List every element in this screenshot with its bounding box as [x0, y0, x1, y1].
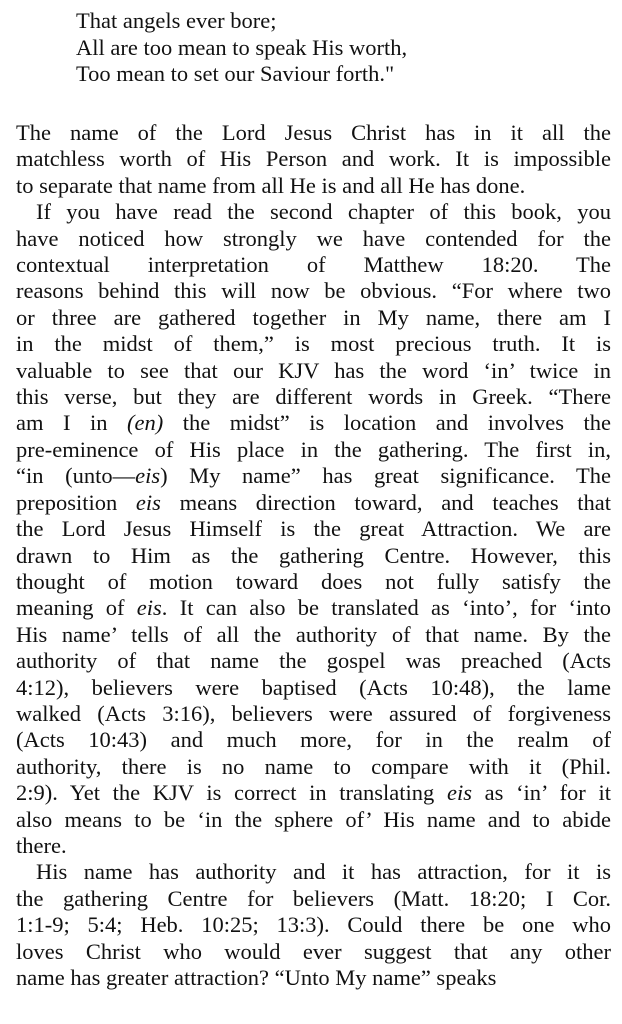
text-line: name has greater attraction? “Unto My name” speaks	[16, 965, 497, 990]
text-line: preposition eis means direction toward, and teaches that	[16, 489, 611, 515]
text-line: His name has authority and it has attraction, for it is	[36, 859, 611, 885]
poem-line: That angels ever bore;	[76, 8, 277, 33]
paragraph	[16, 199, 611, 859]
text-line: or three are gathered together in My name, there am I	[16, 304, 611, 330]
text-line: 2:9). Yet the KJV is correct in translating eis as ‘in’ for it	[16, 780, 611, 806]
text-line: this verse, but they are different words in Greek. “There	[16, 384, 611, 410]
body-text	[16, 120, 611, 991]
text-line: loves Christ who would ever suggest that any other	[16, 938, 611, 964]
paragraph	[16, 120, 611, 199]
text-line: am I in (en) the midst” is location and involves the	[16, 410, 611, 436]
text-line: pre-eminence of His place in the gathering. The first in,	[16, 436, 611, 462]
text-line: matchless worth of His Person and work. It is impossible	[16, 146, 611, 172]
text-line: the gathering Centre for believers (Matt. 18:20; I Cor.	[16, 885, 611, 911]
text-line: authority, there is no name to compare with it (Phil.	[16, 753, 611, 779]
text-line: there.	[16, 832, 67, 858]
text-line: 1:1-9; 5:4; Heb. 10:25; 13:3). Could there be one who	[16, 912, 611, 938]
text-line: also means to be ‘in the sphere of’ His name and to abide	[16, 806, 611, 832]
text-line: If you have read the second chapter of this book, you	[36, 199, 611, 225]
text-line: in the midst of them,” is most precious truth. It is	[16, 331, 611, 357]
text-line: the Lord Jesus Himself is the great Attraction. We are	[16, 516, 611, 542]
text-line: The name of the Lord Jesus Christ has in it all the	[16, 120, 611, 145]
text-line: have noticed how strongly we have contended for the	[16, 225, 611, 251]
text-line: valuable to see that our KJV has the word ‘in’ twice in	[16, 357, 611, 383]
text-line: walked (Acts 3:16), believers were assured of forgiveness	[16, 700, 611, 726]
text-line: “in (unto—eis) My name” has great significance. The	[16, 463, 612, 489]
paragraph	[16, 859, 611, 991]
text-line: drawn to Him as the gathering Centre. However, this	[16, 542, 611, 568]
text-line: thought of motion toward does not fully satisfy the	[16, 568, 611, 594]
text-line: contextual interpretation of Matthew 18:20. The	[16, 252, 611, 278]
text-line: 4:12), believers were baptised (Acts 10:48), the lame	[16, 674, 611, 700]
text-line: authority of that name the gospel was preached (Acts	[16, 648, 611, 674]
poem-quote	[76, 8, 596, 88]
text-line: to separate that name from all He is and all He has done.	[16, 172, 526, 198]
poem-line: All are too mean to speak His worth,	[76, 34, 408, 60]
text-line: (Acts 10:43) and much more, for in the realm of	[16, 727, 611, 753]
text-line: meaning of eis. It can also be translated as ‘into’, for ‘into	[16, 595, 611, 621]
text-line: His name’ tells of all the authority of that name. By the	[16, 621, 611, 647]
poem-line: Too mean to set our Saviour forth."	[76, 61, 395, 86]
text-line: reasons behind this will now be obvious. “For where two	[16, 278, 611, 304]
